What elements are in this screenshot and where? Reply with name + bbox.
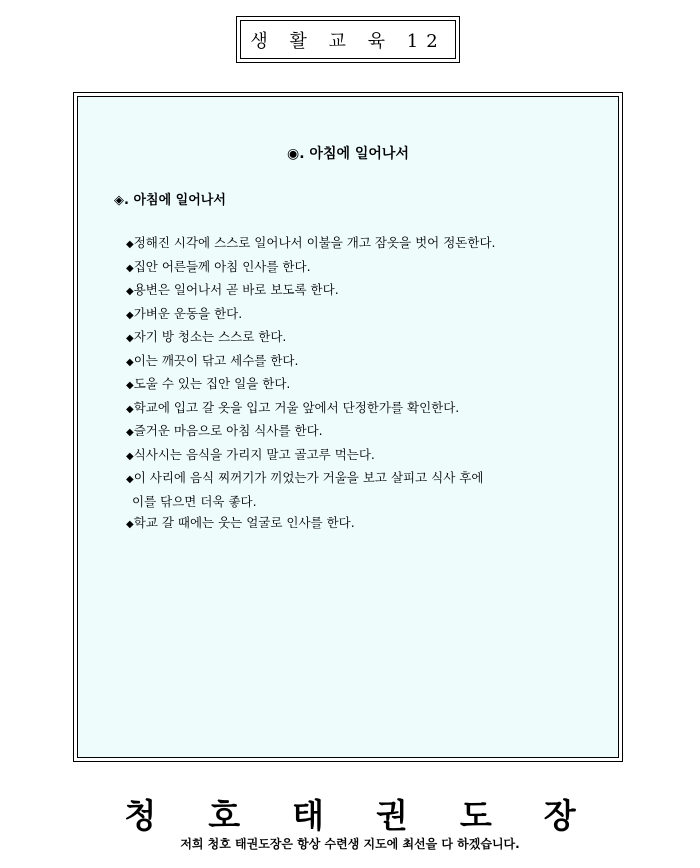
dojang-name: 청호태권도장 xyxy=(124,796,628,835)
list-item-text: 학교에 입고 갈 옷을 입고 거울 앞에서 단정한가를 확인한다. xyxy=(133,399,460,415)
title-box xyxy=(236,16,460,63)
section-subheading: ◈. 아침에 일어나서 xyxy=(114,193,226,208)
diamond-bullet-icon: ◆ xyxy=(126,380,134,391)
list-item xyxy=(126,512,496,536)
list-item-text: 자기 방 청소는 스스로 한다. xyxy=(133,329,287,344)
list-item-text: 용변은 일어나서 곧 바로 보도록 한다. xyxy=(133,282,339,297)
list-item-text: 정해진 시각에 스스로 일어나서 이불을 개고 잠옷을 벗어 정돈한다. xyxy=(133,235,496,250)
list-item xyxy=(126,256,496,280)
content-panel xyxy=(77,96,619,758)
list-item xyxy=(126,279,496,303)
list-item xyxy=(126,467,496,512)
list-item-continuation: 이를 닦으면 더욱 좋다. xyxy=(132,493,257,509)
diamond-bullet-icon: ◆ xyxy=(126,262,134,274)
diamond-bullet-icon: ◆ xyxy=(126,474,134,485)
list-item-text: 집안 어른들께 아침 인사를 한다. xyxy=(133,258,311,274)
diamond-bullet-icon: ◆ xyxy=(126,427,134,438)
list-item-text: 이는 깨끗이 닦고 세수를 한다. xyxy=(133,352,299,368)
list-item xyxy=(126,350,496,374)
section-heading: ◉. 아침에 일어나서 xyxy=(287,146,409,162)
diamond-bullet-icon: ◆ xyxy=(126,519,134,530)
list-item-text: 즐거운 마음으로 아침 식사를 한다. xyxy=(133,423,323,438)
list-item-text: 도울 수 있는 집안 일을 한다. xyxy=(133,376,291,391)
list-item xyxy=(126,420,496,444)
diamond-bullet-icon: ◆ xyxy=(126,309,134,321)
list-item-text: 이 사리에 음식 찌꺼기가 끼었는가 거울을 보고 살피고 식사 후에 xyxy=(133,470,484,485)
content-frame xyxy=(73,92,623,762)
list-item xyxy=(126,232,496,256)
list-item xyxy=(126,303,496,327)
diamond-bullet-icon: ◆ xyxy=(126,403,134,415)
diamond-bullet-icon: ◆ xyxy=(126,450,134,462)
page-title: 생 활 교 육 12 xyxy=(240,20,456,59)
list-item-text: 식사시는 음식을 가리지 말고 골고루 먹는다. xyxy=(133,446,375,462)
list-item xyxy=(126,326,496,350)
list-item-text: 가벼운 운동을 한다. xyxy=(133,305,243,321)
list-item-text: 학교 갈 때에는 웃는 얼굴로 인사를 한다. xyxy=(133,515,355,530)
list-item xyxy=(126,373,496,397)
diamond-bullet-icon: ◆ xyxy=(126,286,134,297)
dojang-slogan: 저희 청호 태권도장은 항상 수련생 지도에 최선을 다 하겠습니다. xyxy=(180,837,520,851)
list-item xyxy=(126,397,496,421)
diamond-bullet-icon: ◆ xyxy=(126,356,134,368)
diamond-bullet-icon: ◆ xyxy=(126,333,134,344)
list-item xyxy=(126,444,496,468)
diamond-bullet-icon: ◆ xyxy=(126,239,134,250)
guideline-list xyxy=(126,232,496,536)
